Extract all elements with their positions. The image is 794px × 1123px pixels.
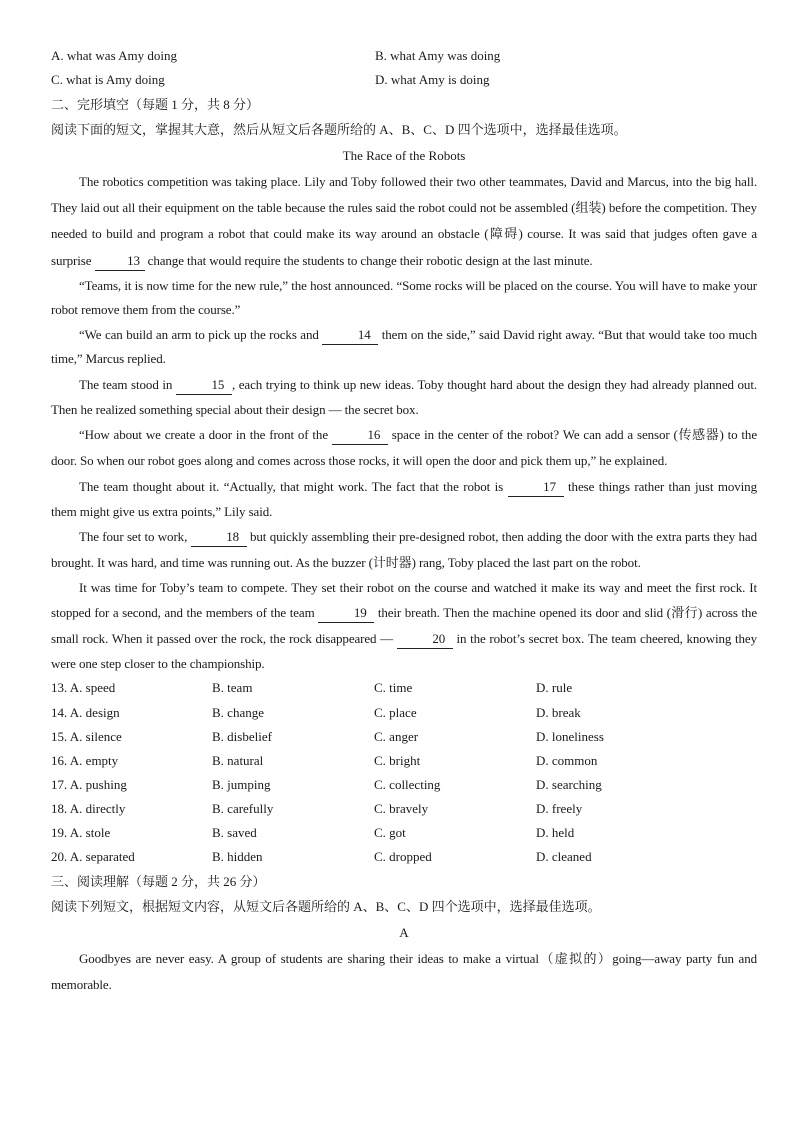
passage-paragraph-4: The team stood in 15 , each trying to think up new ideas. Toby thought hard about the design they had already planned out. Then he realized something special about their design — the secret box. [51,376,757,417]
blank-20: 20 [397,630,453,649]
previous-question-options-row-1 [51,44,757,68]
question-option-b: B. carefully [212,800,274,816]
section-3-instruction: 阅读下列短文，根据短文内容，从短文后各题所给的 A、B、C、D 四个选项中，选择最佳选项。 [51,899,601,915]
section-2-instruction: 阅读下面的短文，掌握其大意，然后从短文后各题所给的 A、B、C、D 四个选项中，选择最佳选项。 [51,122,627,137]
blank-18: 18 [191,528,247,547]
question-option-c: C. time [374,680,413,696]
question-row [51,773,757,797]
question-option-b: B. team [212,680,253,696]
question-option-c: C. got [374,825,406,840]
question-row [51,676,757,700]
blank-16: 16 [332,426,388,445]
reading-part-letter: A [399,925,409,941]
question-option-b: B. natural [212,752,264,768]
question-option-a: 13. A. speed [51,680,116,696]
question-option-c: C. anger [374,728,419,744]
question-option-b: B. jumping [212,776,271,792]
blank-14: 14 [322,326,378,345]
question-option-b: B. change [212,704,264,720]
blank-19: 19 [318,604,374,623]
section-2-title: 二、完形填空（每题 1 分，共 8 分） [51,97,260,112]
passage-paragraph-6: The team thought about it. “Actually, that might work. The fact that the robot is 17 these things rather than just moving them might give us extra points,” Lily said. [51,479,757,520]
question-option-c: C. bravely [374,800,429,816]
exam-page [51,44,757,998]
option-b: B. what Amy was doing [375,48,501,63]
question-option-c: C. dropped [374,849,432,865]
option-c: C. what is Amy doing [51,72,165,87]
question-option-d: D. held [536,825,575,840]
passage-paragraph-8: It was time for Toby’s team to compete. They set their robot on the course and watched it make its way and meet the first rock. It stopped for a second, and the members of the team 19 their breath. Then the machine opened its door and slid (滑行) across the small rock. When it passed over the rock, the rock disappeared — 20 in the robot’s secret box. The team cheered, knowing they were one step closer to the championship. [51,579,757,672]
section-3-title: 三、阅读理解（每题 2 分，共 26 分） [51,874,266,890]
question-option-d: D. break [536,704,581,720]
question-option-c: C. place [374,704,417,720]
option-d: D. what Amy is doing [375,72,490,87]
passage-paragraph-7: The four set to work, 18 but quickly assembling their pre-designed robot, then adding the door with the extra parts they had brought. It was hard, and time was running out. As the buzzer (计时器) rang, Toby placed the last part on the robot. [51,529,757,570]
question-option-a: 15. A. silence [51,728,122,744]
question-option-a: 18. A. directly [51,800,126,816]
question-option-d: D. loneliness [536,728,604,744]
question-option-d: D. freely [536,800,583,816]
previous-question-options-row-2 [51,68,757,92]
blank-17: 17 [508,478,564,497]
question-option-c: C. collecting [374,776,441,792]
question-option-c: C. bright [374,752,421,768]
passage-paragraph-3: “We can build an arm to pick up the rocks and 14 them on the side,” said David right away. “But that would take too much time,” Marcus replied. [51,326,757,367]
question-option-a: 19. A. stole [51,825,111,840]
question-row [51,821,757,845]
question-option-a: 17. A. pushing [51,776,127,792]
question-option-a: 14. A. design [51,704,120,720]
question-option-b: B. disbelief [212,728,272,744]
blank-13: 13 [95,252,145,271]
blank-15: 15 [176,376,232,395]
question-option-d: D. common [536,752,598,768]
question-option-a: 20. A. separated [51,849,135,865]
option-a: A. what was Amy doing [51,48,178,63]
question-row [51,725,757,749]
question-row [51,701,757,725]
question-option-b: B. hidden [212,849,263,865]
question-row [51,845,757,869]
passage-title: The Race of the Robots [342,148,466,163]
question-list [51,676,757,869]
passage-paragraph-5: “How about we create a door in the front of the 16 space in the center of the robot? We can add a sensor (传感器) to the door. So when our robot goes along and comes across those rocks, it will open the door and pick them up,” he explained. [51,426,757,469]
question-option-d: D. rule [536,680,573,696]
question-option-d: D. searching [536,776,602,792]
question-option-b: B. saved [212,825,257,840]
question-option-a: 16. A. empty [51,752,119,768]
reading-paragraph-1: Goodbyes are never easy. A group of students are sharing their ideas to make a virtual（虚拟的）going—away party fun and memorable. [51,951,757,993]
question-row [51,797,757,821]
passage-paragraph-1: The robotics competition was taking place. Lily and Toby followed their two other teammates, David and Marcus, into the big hall. They laid out all their equipment on the table because the rules said the robot could not be assembled (组装) before the competition. They needed to build and program a robot that could make its way around an obstacle (障碍) course. It was said that judges often gave a surprise 13 change that would require the students to change their robotic design at the last minute. [51,169,757,274]
question-row [51,749,757,773]
question-option-d: D. cleaned [536,849,592,865]
passage-paragraph-2: “Teams, it is now time for the new rule,” the host announced. “Some rocks will be placed on the course. You will have to make your robot remove them from the course.” [51,277,757,318]
